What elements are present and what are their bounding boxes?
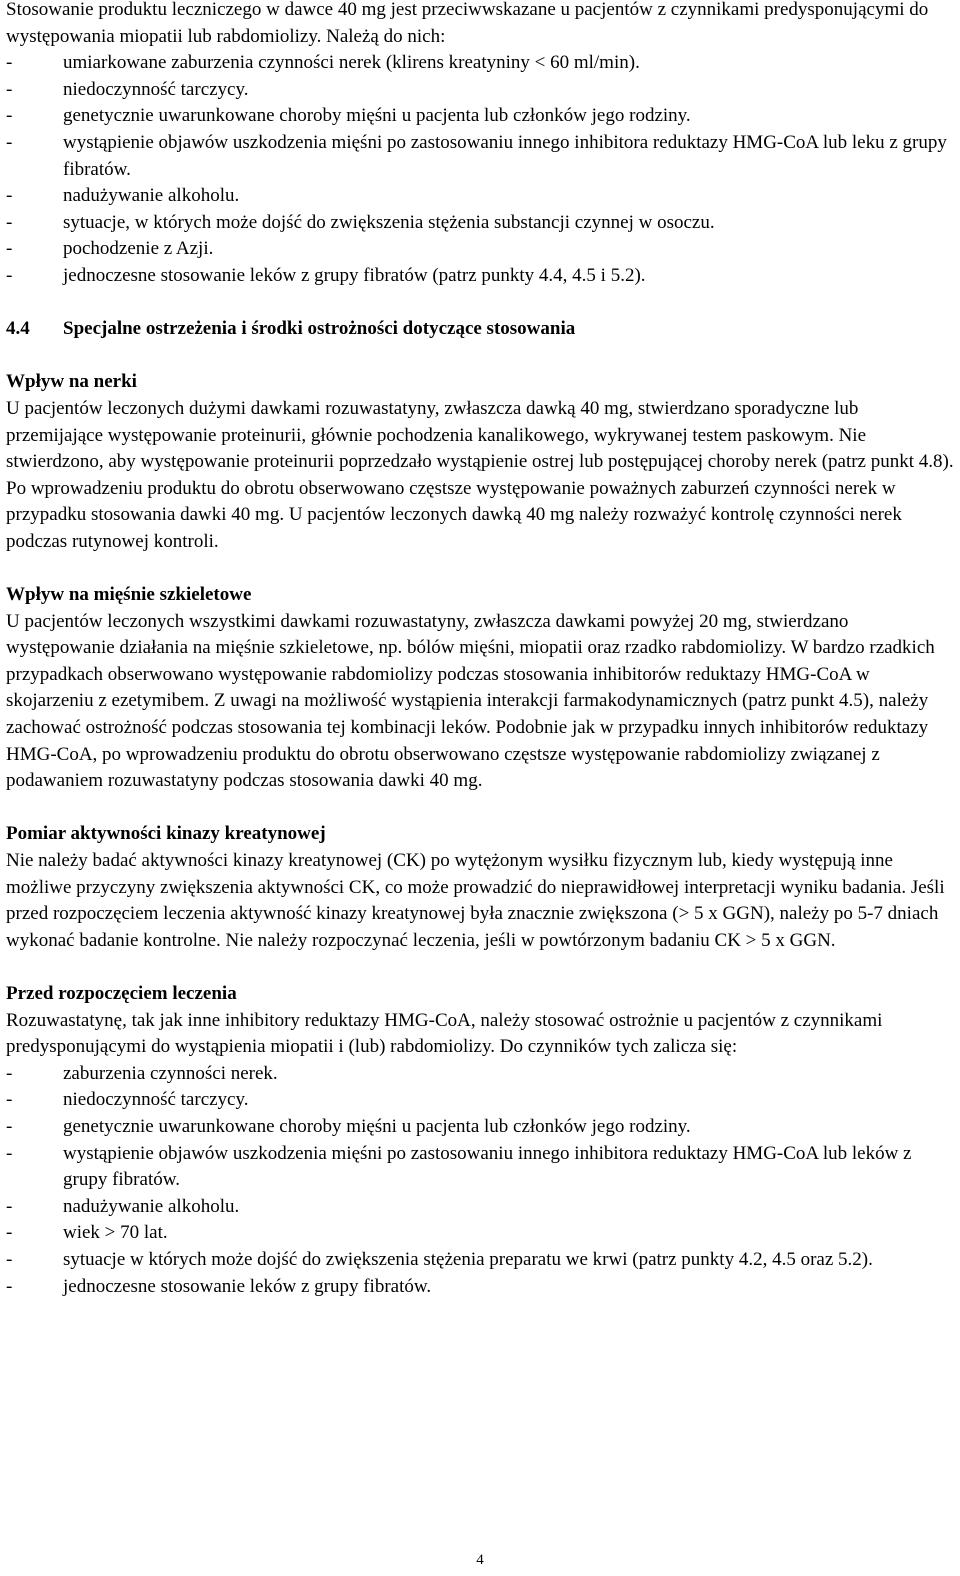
list-item — [6, 1061, 954, 1088]
list-item — [6, 1274, 954, 1301]
ck-paragraph: Nie należy badać aktywności kinazy kreatynowej (CK) po wytężonym wysiłku fizycznym lub, kiedy występują inne możliwe przyczyny zwiększenia aktywności CK, co może prowadzić do nieprawidłowej interpretacji wyniku badania. Jeśli przed rozpoczęciem leczenia aktywność kinazy kreatynowej była znacznie zwiększona (> 5 x GGN), należy po 5-7 dniach wykonać badanie kontrolne. Nie należy rozpoczynać leczenia, jeśli w powtórzonym badaniu CK > 5 x GGN. — [6, 850, 945, 951]
list-item — [6, 1141, 954, 1194]
list-item — [6, 1087, 954, 1114]
dash-bullet: - — [6, 131, 13, 153]
list-item-text: niedoczynność tarczycy. — [63, 78, 249, 100]
list-item — [6, 77, 954, 104]
dash-bullet: - — [6, 1195, 13, 1217]
list-item — [6, 210, 954, 237]
list-item — [6, 1220, 954, 1247]
intro-paragraph: Stosowanie produktu leczniczego w dawce 40 mg jest przeciwwskazane u pacjentów z czynnikami predysponującymi do występowania miopatii lub rabdomiolizy. Należą do nich: — [6, 0, 929, 47]
list-item-text: nadużywanie alkoholu. — [63, 185, 240, 207]
list-item-text: wiek > 70 lat. — [63, 1222, 168, 1244]
kidneys-heading: Wpływ na nerki — [6, 371, 137, 393]
section-title: Specjalne ostrzeżenia i środki ostrożności dotyczące stosowania — [63, 318, 576, 340]
dash-bullet: - — [6, 264, 13, 286]
risk-factors-list-2 — [6, 1061, 954, 1300]
dash-bullet: - — [6, 1222, 13, 1244]
spacer — [6, 555, 954, 582]
list-item — [6, 1114, 954, 1141]
spacer — [6, 290, 954, 317]
spacer — [6, 954, 954, 981]
list-item-text: zaburzenia czynności nerek. — [63, 1062, 278, 1084]
before-treatment-heading: Przed rozpoczęciem leczenia — [6, 982, 237, 1004]
list-item-text: wystąpienie objawów uszkodzenia mięśni po zastosowaniu innego inhibitora reduktazy HMG-CoA lub leków z grupy fibratów. — [63, 1142, 912, 1191]
ck-heading: Pomiar aktywności kinazy kreatynowej — [6, 823, 326, 845]
list-item-text: sytuacje, w których może dojść do zwiększenia stężenia substancji czynnej w osoczu. — [63, 211, 715, 233]
section-number: 4.4 — [6, 318, 30, 340]
risk-factors-list-1 — [6, 50, 954, 289]
before-treatment-paragraph: Rozuwastatynę, tak jak inne inhibitory reduktazy HMG-CoA, należy stosować ostrożnie u pacjentów z czynnikami predysponującymi do wystąpienia miopatii i (lub) rabdomiolizy. Do czynników tych zalicza się: — [6, 1009, 883, 1058]
list-item-text: wystąpienie objawów uszkodzenia mięśni po zastosowaniu innego inhibitora reduktazy HMG-CoA lub leku z grupy fibratów. — [63, 131, 947, 180]
list-item-text: umiarkowane zaburzenia czynności nerek (klirens kreatyniny < 60 ml/min). — [63, 52, 640, 74]
kidneys-paragraph: U pacjentów leczonych dużymi dawkami rozuwastatyny, zwłaszcza dawką 40 mg, stwierdzano sporadyczne lub przemijające występowanie proteinurii, głównie pochodzenia kanalikowego, wykrywanej testem paskowym. Nie stwierdzono, aby występowanie proteinurii poprzedzało wystąpienie ostrej lub postępującej choroby nerek (patrz punkt 4.8). Po wprowadzeniu produktu do obrotu obserwowano częstsze występowanie poważnych zaburzeń czynności nerek w przypadku stosowania dawki 40 mg. U pacjentów leczonych dawką 40 mg należy rozważyć kontrolę czynności nerek podczas rutynowej kontroli. — [6, 397, 954, 552]
dash-bullet: - — [6, 1089, 13, 1111]
list-item-text: niedoczynność tarczycy. — [63, 1089, 249, 1111]
dash-bullet: - — [6, 1142, 13, 1164]
spacer — [6, 795, 954, 822]
list-item-text: pochodzenie z Azji. — [63, 238, 214, 260]
section-heading — [6, 316, 954, 343]
list-item — [6, 103, 954, 130]
dash-bullet: - — [6, 1115, 13, 1137]
list-item — [6, 1194, 954, 1221]
list-item — [6, 1247, 954, 1274]
dash-bullet: - — [6, 1062, 13, 1084]
list-item-text: genetycznie uwarunkowane choroby mięśni u pacjenta lub członków jego rodziny. — [63, 105, 691, 127]
spacer — [6, 343, 954, 370]
list-item — [6, 183, 954, 210]
list-item — [6, 236, 954, 263]
dash-bullet: - — [6, 105, 13, 127]
muscles-heading: Wpływ na mięśnie szkieletowe — [6, 584, 252, 606]
list-item-text: jednoczesne stosowanie leków z grupy fibratów (patrz punkty 4.4, 4.5 i 5.2). — [63, 264, 646, 286]
list-item-text: genetycznie uwarunkowane choroby mięśni u pacjenta lub członków jego rodziny. — [63, 1115, 691, 1137]
list-item-text: sytuacje w których może dojść do zwiększenia stężenia preparatu we krwi (patrz punkty 4.2, 4.5 oraz 5.2). — [63, 1248, 873, 1270]
list-item-text: nadużywanie alkoholu. — [63, 1195, 240, 1217]
dash-bullet: - — [6, 1275, 13, 1297]
list-item — [6, 50, 954, 77]
list-item — [6, 263, 954, 290]
dash-bullet: - — [6, 78, 13, 100]
list-item-text: jednoczesne stosowanie leków z grupy fibratów. — [63, 1275, 432, 1297]
document-page — [6, 0, 954, 1300]
muscles-paragraph: U pacjentów leczonych wszystkimi dawkami rozuwastatyny, zwłaszcza dawkami powyżej 20 mg, stwierdzano występowanie działania na mięśnie szkieletowe, np. bólów mięśni, miopatii oraz rzadko rabdomiolizy. W bardzo rzadkich przypadkach obserwowano występowanie rabdomiolizy podczas stosowania inhibitorów reduktazy HMG-CoA w skojarzeniu z ezetymibem. Z uwagi na możliwość wystąpienia interakcji farmakodynamicznych (patrz punkt 4.5), należy zachować ostrożność podczas stosowania tej kombinacji leków. Podobnie jak w przypadku innych inhibitorów reduktazy HMG-CoA, po wprowadzeniu produktu do obrotu obserwowano częstsze występowanie rabdomiolizy związanej z podawaniem rozuwastatyny podczas stosowania dawki 40 mg. — [6, 610, 935, 792]
dash-bullet: - — [6, 52, 13, 74]
dash-bullet: - — [6, 185, 13, 207]
dash-bullet: - — [6, 211, 13, 233]
page-number: 4 — [476, 1552, 484, 1568]
dash-bullet: - — [6, 1248, 13, 1270]
dash-bullet: - — [6, 238, 13, 260]
list-item — [6, 130, 954, 183]
